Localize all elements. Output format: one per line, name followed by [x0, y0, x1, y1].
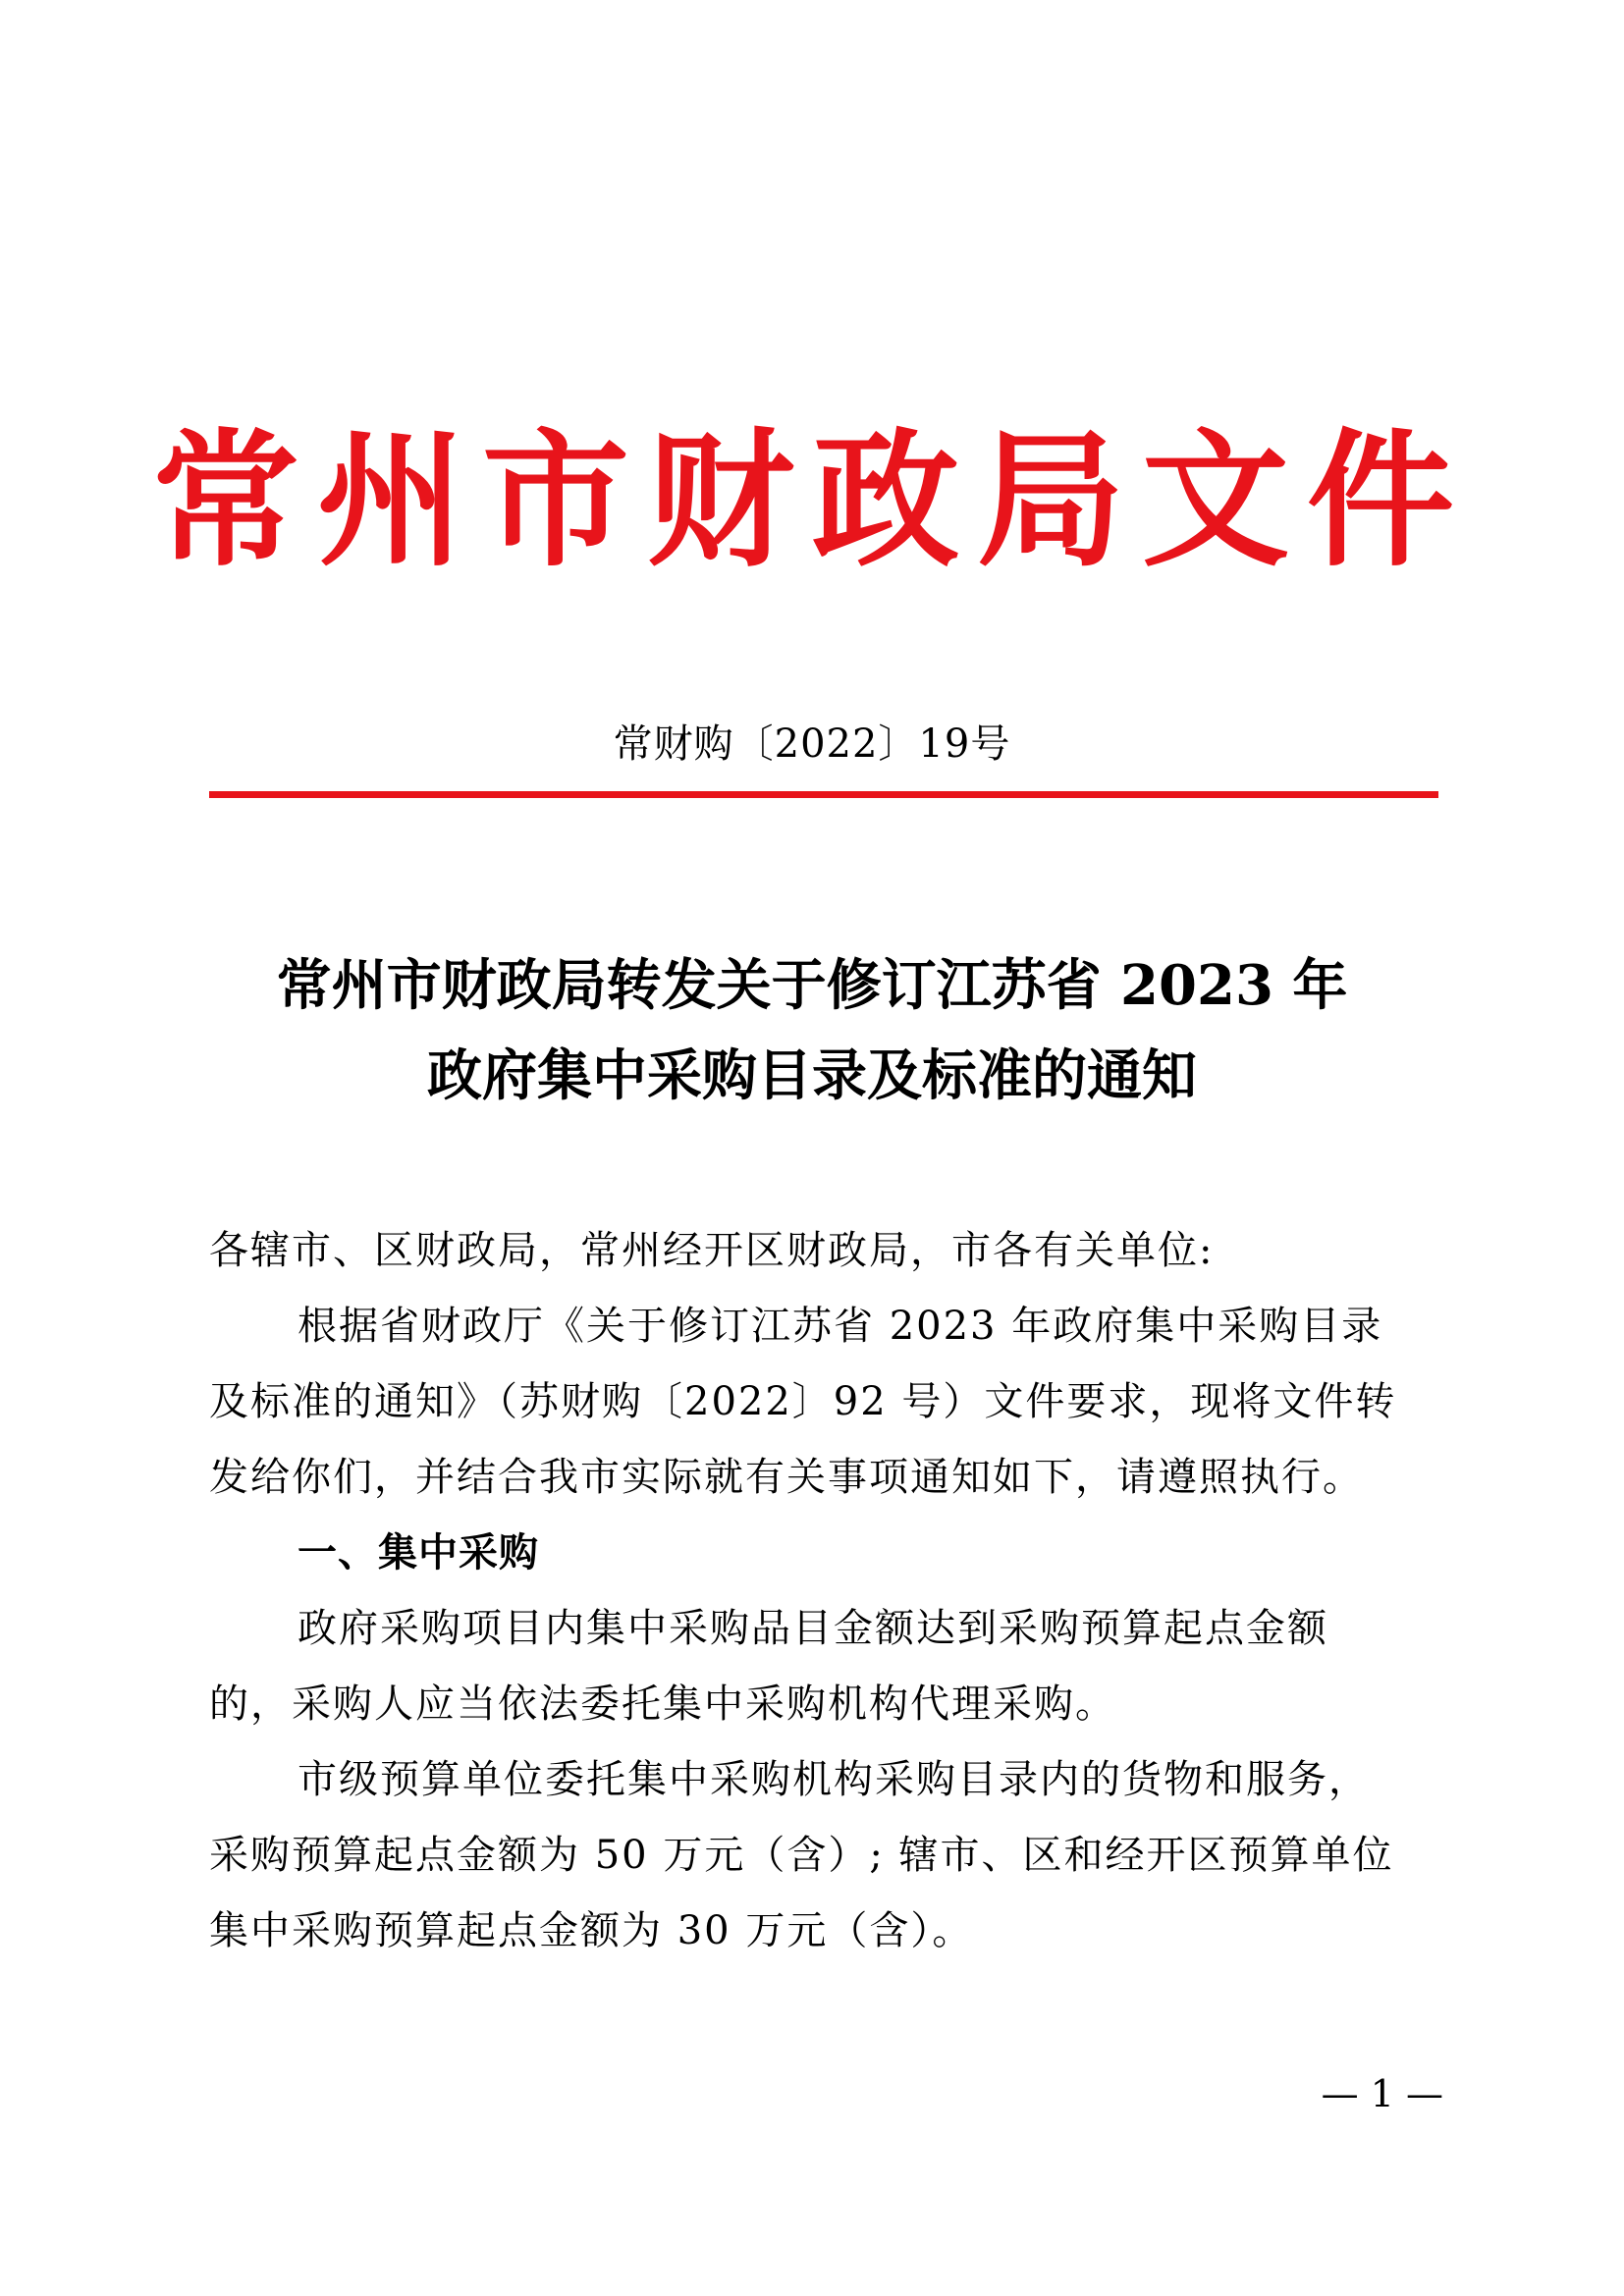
notice-title-line-2: 政府集中采购目录及标准的通知 — [427, 1043, 1197, 1108]
intro-line-2: 及标准的通知》（苏财购〔2022〕92 号）文件要求，现将文件转 — [209, 1379, 1397, 1424]
red-divider-line — [209, 791, 1438, 798]
intro-line-3: 发给你们，并结合我市实际就有关事项通知如下，请遵照执行。 — [209, 1455, 1364, 1500]
section1-para2-line-2: 采购预算起点金额为 50 万元（含）; 辖市、区和经开区预算单位 — [209, 1833, 1394, 1878]
notice-title-line-1: 常州市财政局转发关于修订江苏省 2023 年 — [276, 953, 1348, 1018]
section1-para1-line-2: 的，采购人应当依法委托集中采购机构代理采购。 — [209, 1682, 1116, 1727]
page-number: — 1 — — [1321, 2072, 1443, 2115]
section1-para1-line-1: 政府采购项目内集中采购品目金额达到采购预算起点金额 — [298, 1606, 1328, 1651]
section1-para2-line-1: 市级预算单位委托集中采购机构采购目录内的货物和服务， — [298, 1757, 1370, 1802]
section-heading-centralized-procurement: 一、集中采购 — [298, 1530, 539, 1575]
addressee: 各辖市、区财政局，常州经开区财政局，市各有关单位: — [209, 1228, 1215, 1273]
masthead-title: 常州市财政局文件 — [151, 414, 1472, 587]
document-body — [209, 1213, 1438, 1969]
section1-para2-line-3: 集中采购预算起点金额为 30 万元（含）。 — [209, 1908, 974, 1953]
document-number: 常财购〔2022〕19号 — [613, 721, 1011, 767]
notice-title — [147, 940, 1477, 1121]
intro-line-1: 根据省财政厅《关于修订江苏省 2023 年政府集中采购目录 — [298, 1304, 1383, 1349]
